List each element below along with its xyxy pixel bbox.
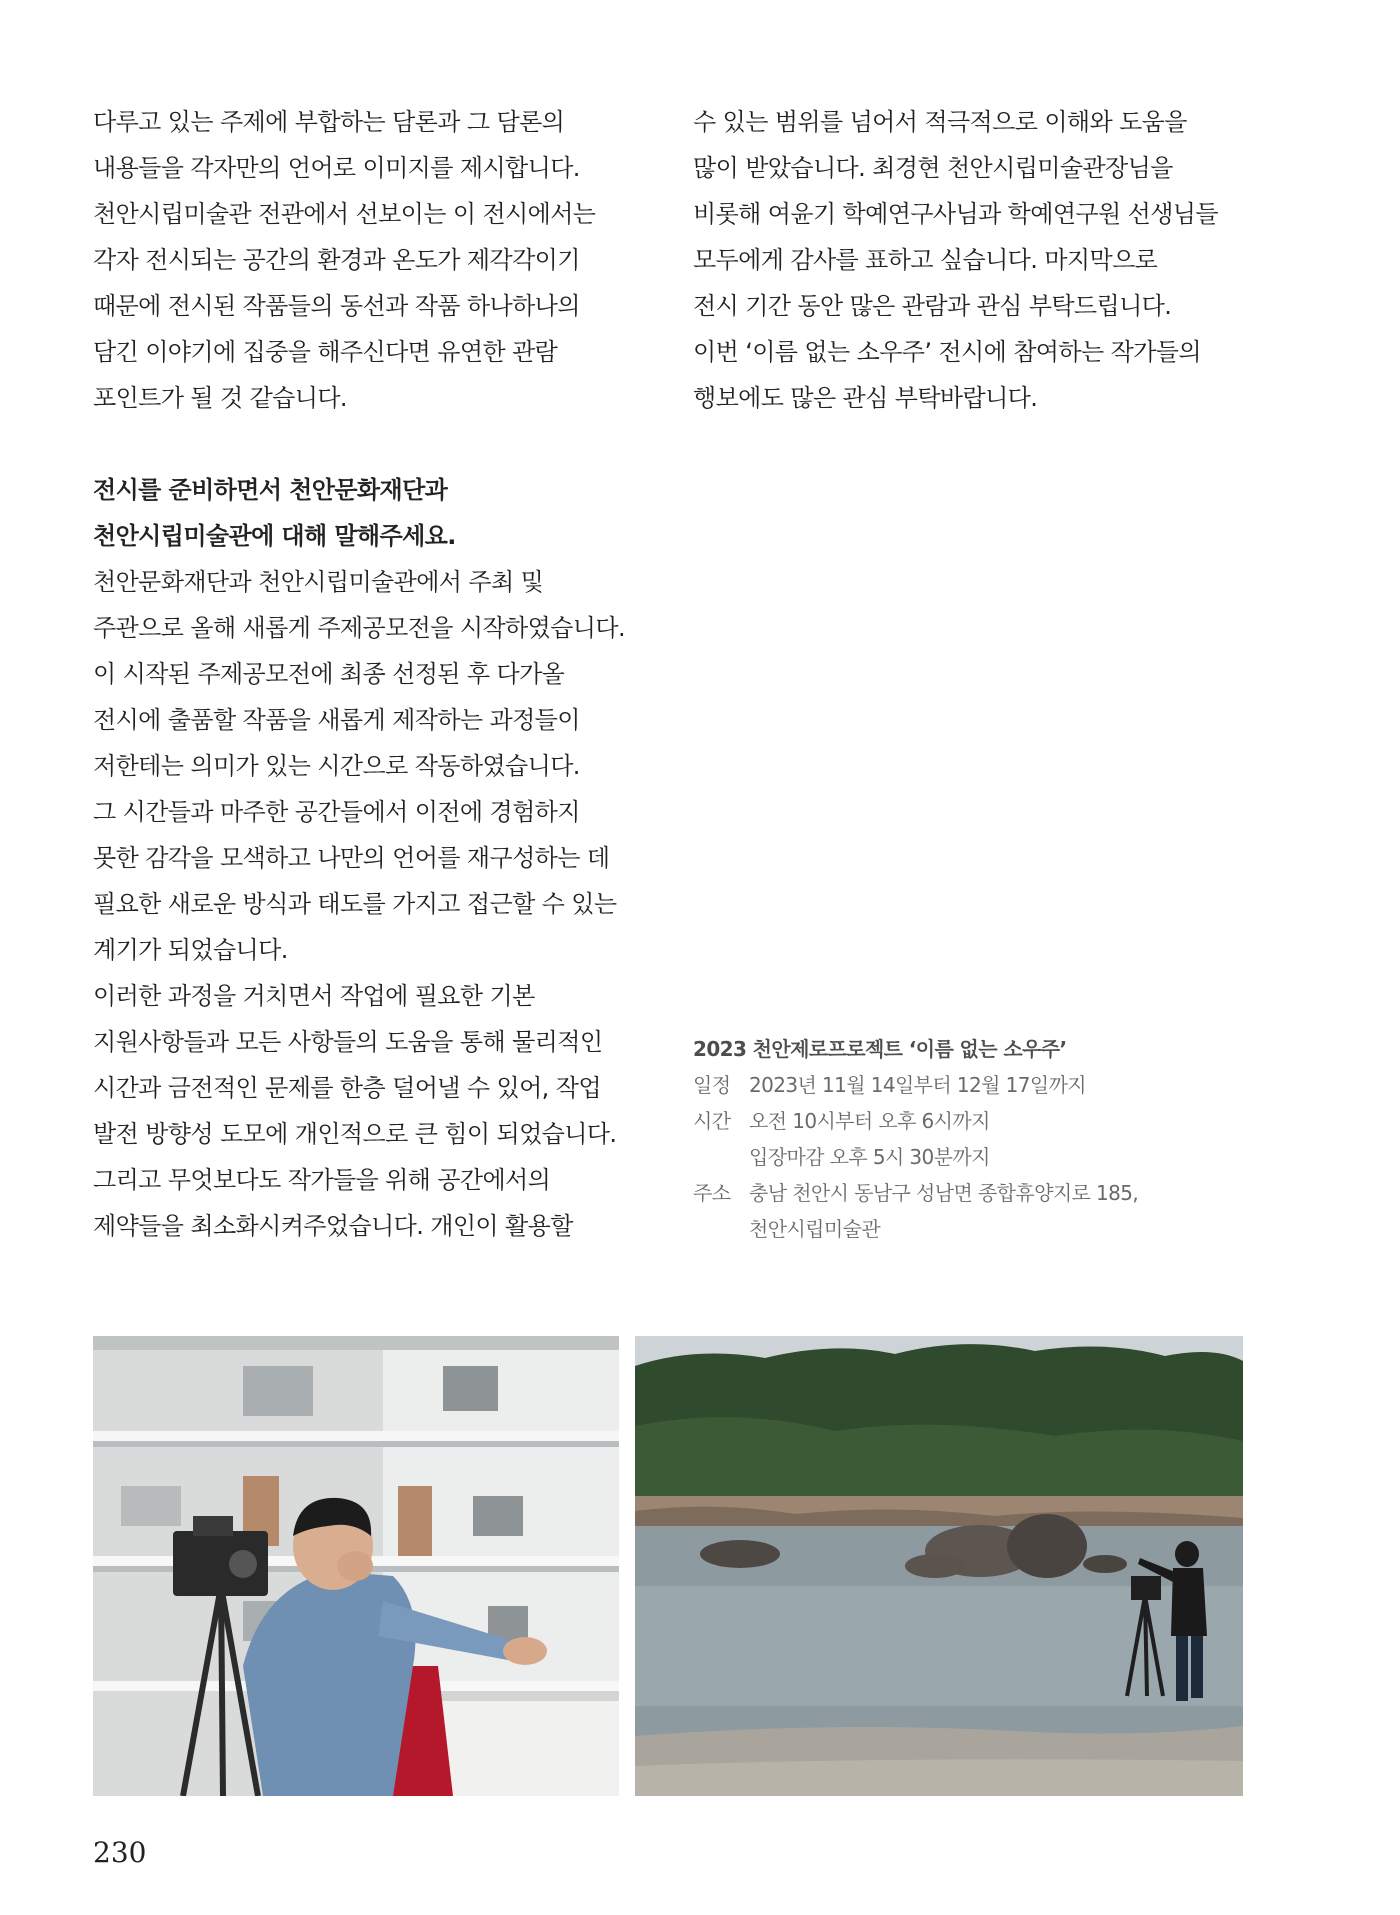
text-line: 전시에 출품할 작품을 새롭게 제작하는 과정들이 (93, 706, 580, 734)
page-number: 230 (93, 1836, 147, 1869)
text-line: 못한 감각을 모색하고 나만의 언어를 재구성하는 데 (93, 844, 610, 872)
text-line: 많이 받았습니다. 최경현 천안시립미술관장님을 (693, 154, 1173, 182)
text-line: 수 있는 범위를 넘어서 적극적으로 이해와 도움을 (693, 108, 1187, 136)
text-line: 주관으로 올해 새롭게 주제공모전을 시작하였습니다. (93, 614, 625, 642)
text-line: 담긴 이야기에 집중을 해주신다면 유연한 관람 (93, 338, 558, 366)
question-line: 전시를 준비하면서 천안문화재단과 (93, 476, 448, 504)
text-line: 지원사항들과 모든 사항들의 도움을 통해 물리적인 (93, 1028, 603, 1056)
time-value: 오전 10시부터 오후 6시까지 (749, 1109, 990, 1133)
photo-artist-beach (635, 1336, 1243, 1796)
venue-name: 천안시립미술관 (749, 1217, 881, 1241)
text-line: 천안문화재단과 천안시립미술관에서 주최 및 (93, 568, 544, 596)
text-line: 포인트가 될 것 같습니다. (93, 384, 347, 412)
text-line: 필요한 새로운 방식과 태도를 가지고 접근할 수 있는 (93, 890, 617, 918)
left-text-column (93, 99, 653, 1249)
schedule-value: 2023년 11월 14일부터 12월 17일까지 (749, 1073, 1087, 1097)
text-line: 이 시작된 주제공모전에 최종 선정된 후 다가올 (93, 660, 565, 688)
text-line: 그 시간들과 마주한 공간들에서 이전에 경험하지 (93, 798, 580, 826)
time-row (693, 1103, 1253, 1175)
schedule-row (693, 1067, 1253, 1103)
text-line: 전시 기간 동안 많은 관람과 관심 부탁드립니다. (693, 292, 1172, 320)
exhibition-info (693, 1031, 1253, 1247)
text-line: 비롯해 여윤기 학예연구사님과 학예연구원 선생님들 (693, 200, 1218, 228)
building-scene-illustration (93, 1336, 619, 1796)
text-line: 각자 전시되는 공간의 환경과 온도가 제각각이기 (93, 246, 580, 274)
text-line: 시간과 금전적인 문제를 한층 덜어낼 수 있어, 작업 (93, 1074, 601, 1102)
text-line: 이러한 과정을 거치면서 작업에 필요한 기본 (93, 982, 535, 1010)
text-line: 이번 ‘이름 없는 소우주’ 전시에 참여하는 작가들의 (693, 338, 1201, 366)
address-value: 충남 천안시 동남구 성남면 종합휴양지로 185, (749, 1181, 1139, 1205)
right-text-column (693, 99, 1253, 421)
time-label: 시간 (693, 1109, 731, 1133)
text-line: 행보에도 많은 관심 부탁바랍니다. (693, 384, 1038, 412)
beach-scene-illustration (635, 1336, 1243, 1796)
text-line: 다루고 있는 주제에 부합하는 담론과 그 담론의 (93, 108, 565, 136)
interview-question (93, 467, 653, 559)
text-line: 천안시립미술관 전관에서 선보이는 이 전시에서는 (93, 200, 596, 228)
paragraph-1 (93, 99, 653, 421)
text-line: 그리고 무엇보다도 작가들을 위해 공간에서의 (93, 1166, 551, 1194)
text-line: 모두에게 감사를 표하고 싶습니다. 마지막으로 (693, 246, 1158, 274)
question-line: 천안시립미술관에 대해 말해주세요. (93, 522, 456, 550)
exhibition-title: 2023 천안제로프로젝트 ‘이름 없는 소우주’ (693, 1037, 1067, 1061)
entry-deadline-value: 입장마감 오후 5시 30분까지 (749, 1145, 990, 1169)
address-label: 주소 (693, 1181, 731, 1205)
text-line: 때문에 전시된 작품들의 동선과 작품 하나하나의 (93, 292, 580, 320)
paragraph-spacer (93, 421, 653, 467)
text-line: 발전 방향성 도모에 개인적으로 큰 힘이 되었습니다. (93, 1120, 617, 1148)
text-line: 저한테는 의미가 있는 시간으로 작동하였습니다. (93, 752, 580, 780)
text-line: 계기가 되었습니다. (93, 936, 288, 964)
schedule-label: 일정 (693, 1073, 731, 1097)
text-line: 제약들을 최소화시켜주었습니다. 개인이 활용할 (93, 1212, 573, 1240)
text-line: 내용들을 각자만의 언어로 이미지를 제시합니다. (93, 154, 580, 182)
address-row (693, 1175, 1253, 1247)
photo-artist-building (93, 1336, 619, 1796)
paragraph-2 (93, 559, 653, 1249)
